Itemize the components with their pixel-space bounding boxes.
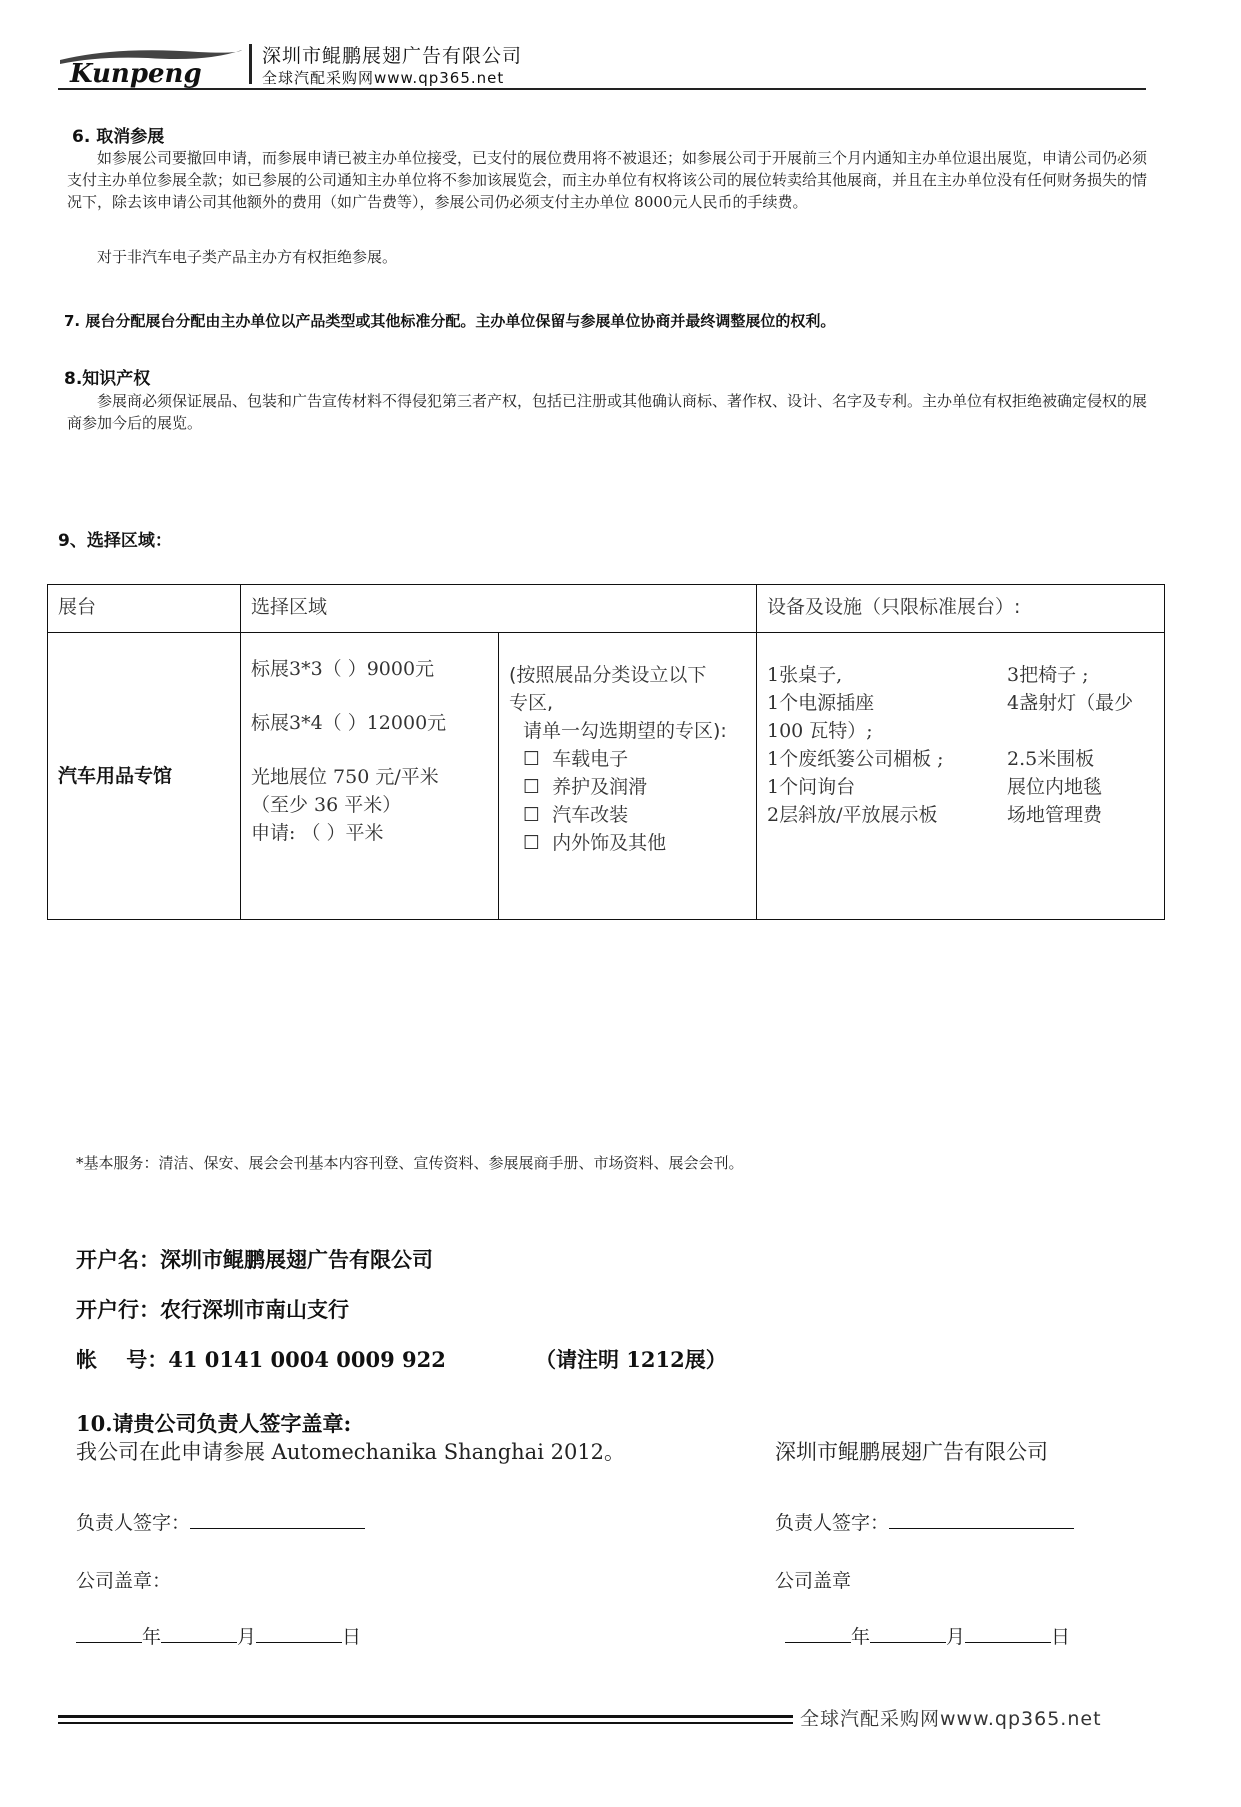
facility-item: 4盏射灯（最少 bbox=[1007, 692, 1134, 714]
header-site: 全球汽配采购网www.qp365.net bbox=[262, 69, 505, 87]
section-6-title: 6. 取消参展 bbox=[72, 127, 165, 147]
checkbox-icon[interactable]: ☐ bbox=[523, 776, 541, 798]
section-10-title: 10.请贵公司负责人签字盖章: bbox=[76, 1411, 352, 1436]
year-blank[interactable] bbox=[76, 1624, 142, 1643]
header-rule bbox=[58, 88, 1146, 90]
header-company: 深圳市鲲鹏展翅广告有限公司 bbox=[262, 45, 523, 67]
facility-item bbox=[1007, 717, 1133, 745]
footer-rule-thin bbox=[58, 1722, 793, 1724]
organizer-company: 深圳市鲲鹏展翅广告有限公司 bbox=[775, 1440, 1048, 1464]
price-raw-space: 光地展位 750 元/平米 bbox=[251, 766, 439, 788]
checkbox-icon[interactable]: ☐ bbox=[523, 804, 541, 826]
price-std-3x3[interactable]: 标展3*3（ ）9000元 bbox=[251, 658, 435, 680]
zone-intro-1: (按照展品分类设立以下 bbox=[509, 664, 707, 686]
header-divider bbox=[249, 44, 252, 84]
zone-cell bbox=[499, 633, 757, 920]
month-blank[interactable] bbox=[161, 1624, 237, 1643]
date-line-left: 年 月 日 bbox=[76, 1622, 361, 1649]
footer-site: 全球汽配采购网www.qp365.net bbox=[800, 1708, 1102, 1730]
section-9-title: 9、选择区域： bbox=[58, 531, 172, 551]
header-facilities: 设备及设施（只限标准展台）: bbox=[767, 596, 1021, 618]
price-cell bbox=[241, 633, 499, 920]
table-header-cell bbox=[241, 585, 757, 633]
facility-item: 1个废纸篓公司楣板 ; bbox=[767, 748, 944, 770]
signature-line-right[interactable] bbox=[889, 1510, 1074, 1529]
facility-item: 2层斜放/平放展示板 bbox=[767, 804, 938, 826]
account-bank: 开户行：农行深圳市南山支行 bbox=[76, 1297, 349, 1322]
checkbox-icon[interactable]: ☐ bbox=[523, 748, 541, 770]
facility-item: 3把椅子 ; bbox=[1007, 664, 1089, 686]
facility-item: 1个电源插座 bbox=[767, 692, 875, 714]
day-blank[interactable] bbox=[256, 1624, 342, 1643]
account-number: 41 0141 0004 0009 922 bbox=[168, 1347, 446, 1372]
section-7-text: 7. 展台分配展台分配由主办单位以产品类型或其他标准分配。主办单位保留与参展单位协商并最终调整展位的权利。 bbox=[64, 312, 836, 330]
price-raw-min: （至少 36 平米） bbox=[251, 794, 402, 816]
signature-label-left: 负责人签字： bbox=[76, 1512, 191, 1534]
zone-option[interactable]: ☐ 养护及润滑 bbox=[523, 776, 648, 798]
price-std-3x4[interactable]: 标展3*4（ ）12000元 bbox=[251, 712, 447, 734]
month-blank[interactable] bbox=[870, 1624, 946, 1643]
facilities-cell bbox=[757, 633, 1165, 920]
account-number-label: 帐 号： bbox=[76, 1347, 169, 1372]
section-8-para: 参展商必须保证展品、包装和广告宣传材料不得侵犯第三者产权，包括已注册或其他确认商标、著作权、设计、名字及专利。主办单位有权拒绝被确定侵权的展商参加今后的展览。 bbox=[67, 392, 1148, 432]
kunpeng-logo bbox=[58, 42, 243, 88]
facility-item: 1个问询台 bbox=[767, 776, 856, 798]
apply-statement: 我公司在此申请参展 Automechanika Shanghai 2012。 bbox=[76, 1440, 626, 1464]
footer-rule bbox=[58, 1715, 793, 1718]
section-6-para: 如参展公司要撤回申请，而参展申请已被主办单位接受，已支付的展位费用将不被退还；如参展公司于开展前三个月内通知主办单位退出展览，申请公司仍必须支付主办单位参展全款；如已参展的公司通知主办单位将不参加该展览会，而主办单位有权将该公司的展位转卖给其他展商，并且在主办单位没有任何财务损失的情况下，除去该申请公司其他额外的费用（如广告费等），参展公司仍必须支付主办单位 8000元人民币的手续费。 bbox=[67, 149, 1148, 211]
account-note: （请注明 1212展） bbox=[535, 1347, 727, 1372]
facility-item: 场地管理费 bbox=[1007, 804, 1103, 826]
seal-label-left: 公司盖章： bbox=[76, 1570, 172, 1592]
date-line-right: 年 月 日 bbox=[785, 1622, 1070, 1649]
facility-item: 展位内地毯 bbox=[1007, 776, 1103, 798]
table-header-cell bbox=[757, 585, 1165, 633]
seal-label-right: 公司盖章 bbox=[775, 1570, 852, 1592]
facility-item: 1张桌子, bbox=[767, 664, 843, 686]
checkbox-icon[interactable]: ☐ bbox=[523, 832, 541, 854]
section-6-para2: 对于非汽车电子类产品主办方有权拒绝参展。 bbox=[97, 248, 398, 266]
signature-line-left[interactable] bbox=[190, 1510, 365, 1529]
zone-intro-3: 请单一勾选期望的专区): bbox=[523, 720, 727, 742]
zone-intro-2: 专区, bbox=[509, 692, 554, 714]
signature-label-right: 负责人签字： bbox=[775, 1512, 890, 1534]
booth-name: 汽车用品专馆 bbox=[58, 765, 173, 787]
day-blank[interactable] bbox=[965, 1624, 1051, 1643]
zone-option[interactable]: ☐ 车载电子 bbox=[523, 748, 629, 770]
booth-name-cell bbox=[48, 633, 241, 920]
basic-service-note: *基本服务：清洁、保安、展会会刊基本内容刊登、宣传资料、参展展商手册、市场资料、展会会刊。 bbox=[76, 1154, 744, 1172]
section-8-title: 8.知识产权 bbox=[64, 369, 151, 389]
zone-option[interactable]: ☐ 内外饰及其他 bbox=[523, 832, 667, 854]
zone-option[interactable]: ☐ 汽车改装 bbox=[523, 804, 629, 826]
booth-table bbox=[47, 584, 1165, 920]
facility-item: 100 瓦特）; bbox=[767, 720, 873, 742]
price-apply-area[interactable]: 申请: （ ）平米 bbox=[251, 822, 384, 844]
table-header-cell bbox=[48, 585, 241, 633]
logo-text: Kunpeng bbox=[70, 59, 202, 88]
year-blank[interactable] bbox=[785, 1624, 851, 1643]
header-booth: 展台 bbox=[58, 596, 97, 618]
account-name: 开户名：深圳市鲲鹏展翅广告有限公司 bbox=[76, 1247, 433, 1272]
header-area: 选择区域 bbox=[251, 596, 328, 618]
facility-item: 2.5米围板 bbox=[1007, 748, 1095, 770]
